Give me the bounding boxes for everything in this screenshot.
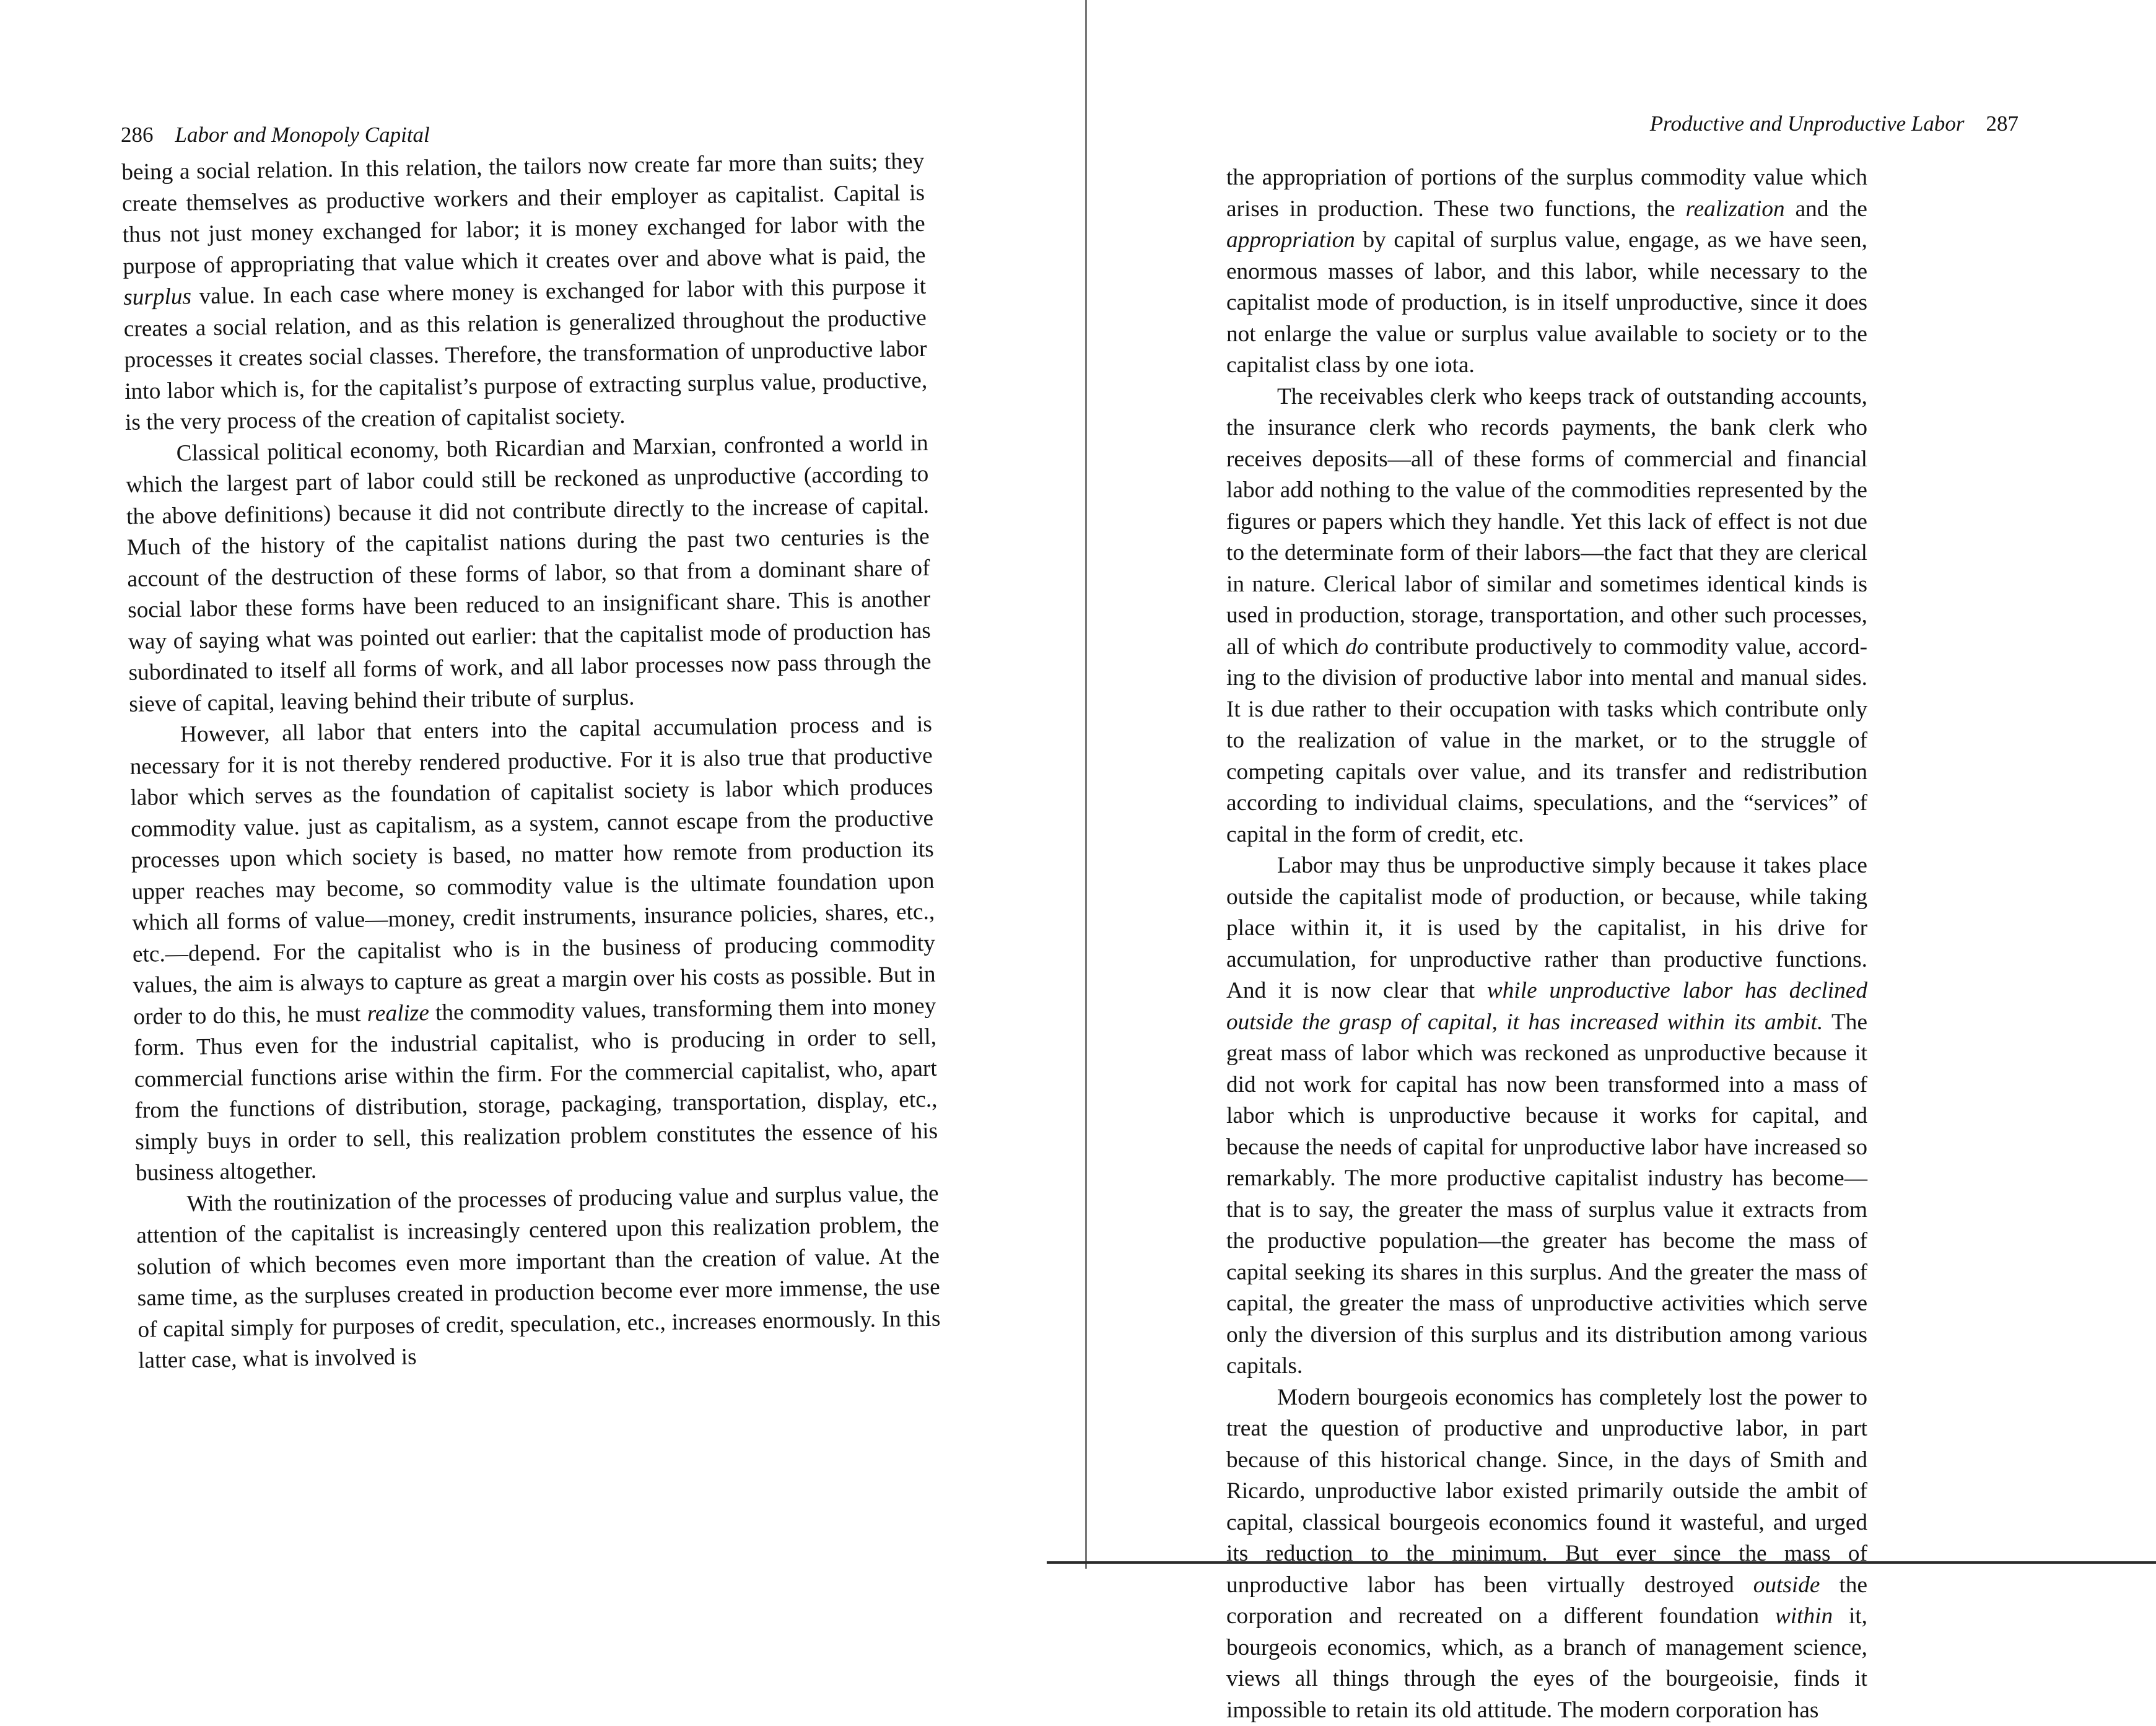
page-number: 287 — [1986, 111, 2019, 136]
running-title: Productive and Unproductive Labor — [1650, 111, 1965, 136]
text-run: With the routinization of the processes of producing value and surplus value, the attention of the capitalist is increasingly centered upon this realization problem, the solution of which becomes even more important than the creation of value. At the same time, as the surpluses created in production become ever more immense, the use of capital simply for purposes of credit, speculation, etc., increases enormously. In this latter case, what is involved is — [136, 1180, 941, 1374]
italic-text: outside — [1753, 1572, 1820, 1598]
left-page — [0, 0, 1085, 1569]
text-run: and the — [1785, 196, 1867, 222]
italic-text: realize — [367, 1000, 429, 1026]
italic-text: within — [1775, 1603, 1833, 1629]
paragraph — [1226, 850, 1867, 1382]
text-run: Modern bourgeois economics has completely lost the power to treat the question of productive and unproductive labor, in part because of this historical change. Since, in the days of Smith and Ricardo, unproductive labor existed primarily outside the ambit of capital, classical bourgeois economics found it wasteful, and urged its reduction to the minimum. But ever since the mass of unproductive labor has been virtually destroyed — [1226, 1385, 1867, 1598]
italic-text: appropriation — [1226, 227, 1355, 253]
running-head-right — [1650, 111, 2019, 136]
text-run: value. In each case where money is exchanged for labor with this purpose it creates a social relation, and as this relation is generalized throughout the productive processes it creates social classes. Therefore, the transformation of unproductive labor into labor which is, for the capitalist’s purpose of extracting surplus value, productive, is the very process of the creation of capitalist society. — [124, 274, 928, 435]
paragraph — [121, 146, 928, 439]
italic-text: surplus — [123, 284, 191, 310]
right-page — [1087, 0, 2156, 1569]
text-run: being a social relation. In this relation, the tailors now create far more than suits; they create themselves as productive workers and their employer as capitalist. Capital is thus not just money exchanged for labor; it is money exchanged for labor with the purpose of appropriating that value which it creates over and above what is paid, the — [121, 149, 926, 279]
text-run: The receivables clerk who keeps track of outstanding accounts, the insurance clerk who records payments, the bank clerk who receives deposits—all of these forms of commercial and financial labor add nothing to the value of the commodities represented by the figures or papers which they handle. Yet this lack of effect is not due to the determinate form of their labors—the fact that they are clerical in nature. Clerical labor of similar and sometimes identical kinds is used in production, storage, transportation, and other such processes, all of which — [1226, 384, 1867, 660]
paragraph — [125, 427, 932, 720]
running-title: Labor and Monopoly Capital — [175, 123, 430, 147]
paragraph — [1226, 381, 1867, 851]
paragraph — [136, 1178, 941, 1377]
paragraph — [1226, 162, 1867, 381]
text-run: The great mass of labor which was reckoned as unproductive because it did not work for capital has now been transformed into a mass of labor which is unproductive because it works for capital, and because the needs of capital for unproductive labor have increased so remarkably. The more productive capitalist industry has become—that is to say, the greater the mass of surplus value it extracts from the productive population—the greater has become the mass of capital seeking its shares in this surplus. And the greater the mass of capital, the greater the mass of unproductive activities which serve only the diversion of this surplus and its distribution among various capitals. — [1226, 1009, 1867, 1379]
text-run: the commodity values, transforming them into money form. Thus even for the industrial capitalist, who is producing in order to sell, commercial functions arise within the firm. For the commercial capitalist, who, apart from the functions of distribution, storage, packaging, transportation, display, etc., simply buys in order to sell, this realization problem constitutes the essence of his business altogether. — [134, 993, 938, 1186]
page-number: 286 — [121, 123, 154, 147]
paragraph — [129, 709, 938, 1190]
text-run: the appropriation of portions of the surplus commodity value which arises in production. These two functions, the — [1226, 165, 1867, 222]
body-text — [1226, 162, 1867, 1726]
running-head-left — [121, 123, 430, 147]
paragraph — [1226, 1382, 1867, 1726]
text-run: it, bourgeois economics, which, as a branch of management science, views all things through the eyes of the bourgeoisie, finds it impossible to retain its old attitude. The modern corporation has — [1226, 1603, 1867, 1723]
text-run: However, all labor that enters into the capital accumulation process and is necessary for it is not thereby rendered productive. For it is also true that productive labor which serves as the foundation of capitalist society is labor which produces commodity value. just as capitalism, as a system, cannot escape from the productive processes upon which society is based, no matter how remote from production its upper reaches may become, so commodity value is the ultimate foundation upon which all forms of value—money, credit instruments, insurance policies, shares, etc., etc.—depend. For the capitalist who is in the business of producing commodity values, the aim is always to capture as great a margin over his costs as possible. But in order to do this, he must — [129, 712, 935, 1030]
text-run: Classical political economy, both Ricardian and Marxian, confronted a world in which the largest part of labor could still be reckoned as unproductive (according to the above definitions) because it did not contribute directly to the increase of capital. Much of the history of the capitalist nations during the past two centuries is the account of the destruction of these forms of labor, so that from a dominant share of social labor these forms have been reduced to an insignificant share. This is another way of saying what was pointed out earlier: that the capitalist mode of production has subordinated to itself all forms of work, and all labor processes now pass through the sieve of capital, leaving behind their tribute of surplus. — [126, 430, 932, 717]
text-run: the corporation and recreated on a different foundation — [1226, 1572, 1867, 1629]
italic-text: while unproductive labor has declined outside the grasp of capital, it has increased within its ambit. — [1226, 978, 1867, 1035]
italic-text: realization — [1685, 196, 1784, 222]
text-run: contribute productively to commodity value, according to the division of productive labor into mental and manual sides. It is due rather to their occupation with tasks which contribute only to the realization of value in the market, or to the struggle of competing capitals over value, and its transfer and redistribution according to individual claims, speculations, and the “services” of capital in the form of credit, etc. — [1226, 634, 1867, 847]
body-text — [121, 146, 941, 1377]
italic-text: do — [1345, 634, 1368, 660]
text-run: Labor may thus be unproductive simply because it takes place outside the capitalist mode of production, or because, while taking place within it, it is used by the capitalist, in his drive for accumulation, for unproductive rather than productive functions. And it is now clear that — [1226, 853, 1867, 1003]
text-run: by capital of surplus value, engage, as we have seen, enormous masses of labor, and this labor, while necessary to the capitalist mode of production, is in itself unproductive, since it does not enlarge the value or surplus value available to society or to the capitalist class by one iota. — [1226, 227, 1867, 378]
